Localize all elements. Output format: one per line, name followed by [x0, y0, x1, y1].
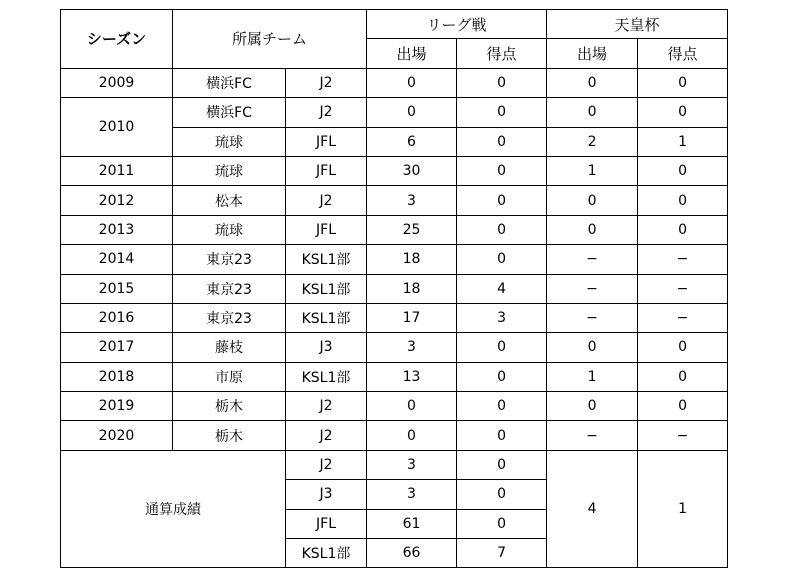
table-row: [61, 274, 728, 303]
season-cell: 2012: [61, 186, 173, 215]
team-cell: 東京23: [173, 303, 286, 332]
cup-apps-cell: −: [547, 421, 638, 450]
league-apps-cell: 13: [367, 362, 457, 391]
totals-league-cell: JFL: [286, 509, 367, 538]
season-header: シーズン: [61, 10, 173, 69]
cup-goals-cell: −: [638, 303, 728, 332]
cup-goals-cell: 1: [638, 127, 728, 156]
team-header: 所属チーム: [173, 10, 367, 69]
totals-apps-cell: 3: [367, 480, 457, 509]
table-row: [61, 186, 728, 215]
league-cell: JFL: [286, 127, 367, 156]
team-cell: 横浜FC: [173, 98, 286, 127]
league-apps-cell: 0: [367, 421, 457, 450]
league-cell: J2: [286, 392, 367, 421]
table-row: [61, 333, 728, 362]
cup-apps-cell: 0: [547, 392, 638, 421]
league-cell: J2: [286, 421, 367, 450]
league-apps-cell: 3: [367, 186, 457, 215]
cup-apps-cell: 0: [547, 215, 638, 244]
team-cell: 栃木: [173, 392, 286, 421]
cup-goals-cell: 0: [638, 362, 728, 391]
team-cell: 琉球: [173, 215, 286, 244]
league-apps-cell: 0: [367, 68, 457, 97]
league-goals-cell: 0: [457, 362, 547, 391]
totals-goals-cell: 7: [457, 539, 547, 568]
season-cell: 2016: [61, 303, 173, 332]
league-cell: JFL: [286, 215, 367, 244]
cup-apps-header: 出場: [547, 39, 638, 68]
cup-apps-cell: 0: [547, 186, 638, 215]
totals-goals-cell: 0: [457, 450, 547, 479]
team-cell: 東京23: [173, 245, 286, 274]
table-row: [61, 421, 728, 450]
table-row: [61, 303, 728, 332]
team-cell: 藤枝: [173, 333, 286, 362]
cup-goals-cell: −: [638, 421, 728, 450]
cup-apps-cell: 0: [547, 68, 638, 97]
league-goals-header: 得点: [457, 39, 547, 68]
table-row: [61, 392, 728, 421]
league-apps-cell: 3: [367, 333, 457, 362]
league-apps-cell: 17: [367, 303, 457, 332]
league-cell: KSL1部: [286, 362, 367, 391]
table-row: [61, 362, 728, 391]
totals-league-cell: KSL1部: [286, 539, 367, 568]
season-cell: 2017: [61, 333, 173, 362]
season-cell: 2014: [61, 245, 173, 274]
team-cell: 琉球: [173, 127, 286, 156]
table-row: [61, 215, 728, 244]
league-apps-cell: 0: [367, 98, 457, 127]
league-cell: KSL1部: [286, 245, 367, 274]
career-stats-table: [60, 9, 728, 568]
table-row: [61, 156, 728, 185]
cup-apps-cell: 0: [547, 333, 638, 362]
league-goals-cell: 0: [457, 98, 547, 127]
cup-goals-cell: 0: [638, 186, 728, 215]
league-goals-cell: 0: [457, 333, 547, 362]
cup-goals-cell: −: [638, 274, 728, 303]
cup-apps-cell: 2: [547, 127, 638, 156]
league-apps-cell: 0: [367, 392, 457, 421]
team-cell: 東京23: [173, 274, 286, 303]
totals-goals-cell: 0: [457, 509, 547, 538]
league-goals-cell: 0: [457, 215, 547, 244]
cup-goals-cell: −: [638, 245, 728, 274]
cup-apps-cell: −: [547, 303, 638, 332]
league-apps-cell: 18: [367, 245, 457, 274]
cup-apps-cell: −: [547, 274, 638, 303]
league-apps-cell: 30: [367, 156, 457, 185]
cup-apps-cell: 0: [547, 98, 638, 127]
league-cell: J2: [286, 186, 367, 215]
cup-apps-cell: 1: [547, 156, 638, 185]
league-goals-cell: 3: [457, 303, 547, 332]
season-cell: 2020: [61, 421, 173, 450]
cup-goals-cell: 0: [638, 215, 728, 244]
totals-cup-apps: 4: [547, 450, 638, 568]
league-apps-cell: 18: [367, 274, 457, 303]
table-row: [61, 98, 728, 127]
cup-goals-cell: 0: [638, 156, 728, 185]
totals-goals-cell: 0: [457, 480, 547, 509]
cup-goals-cell: 0: [638, 392, 728, 421]
cup-apps-cell: −: [547, 245, 638, 274]
cup-goals-cell: 0: [638, 68, 728, 97]
league-goals-cell: 0: [457, 156, 547, 185]
league-cell: J3: [286, 333, 367, 362]
league-goals-cell: 0: [457, 186, 547, 215]
totals-cup-goals: 1: [638, 450, 728, 568]
league-header: リーグ戦: [367, 10, 547, 39]
league-goals-cell: 0: [457, 127, 547, 156]
totals-league-cell: J2: [286, 450, 367, 479]
league-cell: J2: [286, 98, 367, 127]
cup-goals-header: 得点: [638, 39, 728, 68]
header-row-1: [61, 10, 728, 39]
league-goals-cell: 0: [457, 68, 547, 97]
league-cell: KSL1部: [286, 303, 367, 332]
team-cell: 松本: [173, 186, 286, 215]
season-cell: 2010: [61, 98, 173, 157]
team-cell: 栃木: [173, 421, 286, 450]
league-cell: JFL: [286, 156, 367, 185]
totals-league-cell: J3: [286, 480, 367, 509]
season-cell: 2015: [61, 274, 173, 303]
season-cell: 2009: [61, 68, 173, 97]
totals-apps-cell: 61: [367, 509, 457, 538]
league-cell: KSL1部: [286, 274, 367, 303]
league-cell: J2: [286, 68, 367, 97]
league-apps-cell: 25: [367, 215, 457, 244]
league-apps-cell: 6: [367, 127, 457, 156]
league-goals-cell: 0: [457, 392, 547, 421]
league-goals-cell: 0: [457, 421, 547, 450]
league-apps-header: 出場: [367, 39, 457, 68]
season-cell: 2013: [61, 215, 173, 244]
team-cell: 市原: [173, 362, 286, 391]
table-row: [61, 68, 728, 97]
league-goals-cell: 4: [457, 274, 547, 303]
season-cell: 2018: [61, 362, 173, 391]
table-row: [61, 245, 728, 274]
cup-apps-cell: 1: [547, 362, 638, 391]
season-cell: 2019: [61, 392, 173, 421]
team-cell: 横浜FC: [173, 68, 286, 97]
totals-label: 通算成績: [61, 450, 286, 568]
totals-apps-cell: 66: [367, 539, 457, 568]
totals-row: [61, 450, 728, 479]
cup-goals-cell: 0: [638, 98, 728, 127]
cup-header: 天皇杯: [547, 10, 728, 39]
team-cell: 琉球: [173, 156, 286, 185]
league-goals-cell: 0: [457, 245, 547, 274]
totals-apps-cell: 3: [367, 450, 457, 479]
season-cell: 2011: [61, 156, 173, 185]
cup-goals-cell: 0: [638, 333, 728, 362]
